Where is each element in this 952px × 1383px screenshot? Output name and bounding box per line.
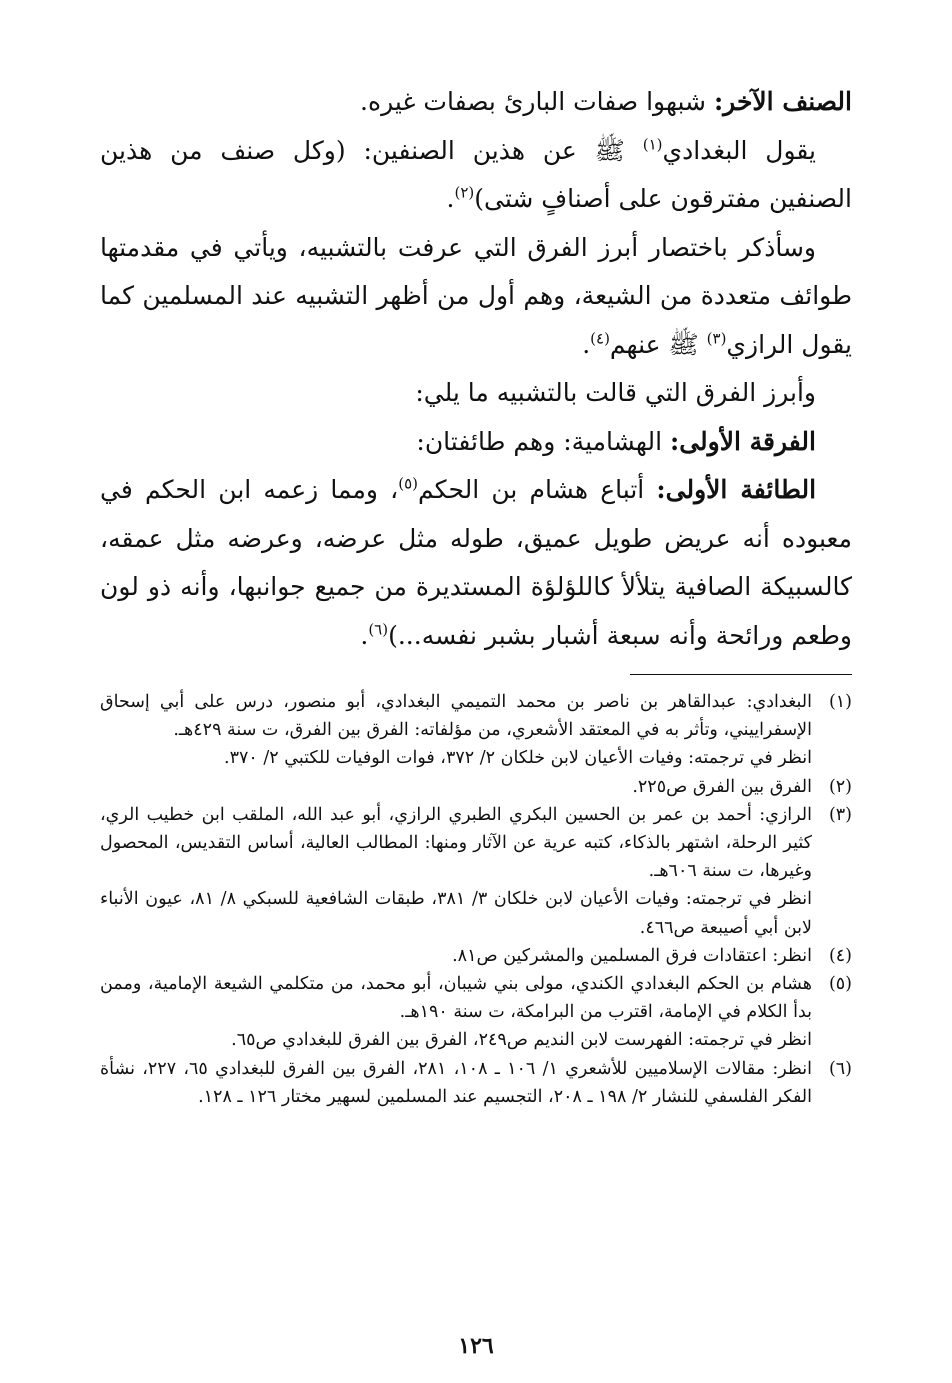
footnote-line: هشام بن الحكم البغدادي الكندي، مولى بني شيبان، أبو محمد، من متكلمي الشيعة الإمامية، وممن بدأ الكلام في الإمامة، اقترب من البرامكة، ت سنة ١٩٠هـ. [100,974,812,1023]
footnote-ref-6[interactable]: (٦) [368,620,389,639]
paragraph-2 [100,127,852,224]
footnote-ref-4[interactable]: (٤) [590,329,610,348]
footnote-number: (١) [828,692,852,712]
footnote-2 [100,773,852,801]
footnote-ref-2[interactable]: (٢) [454,183,475,202]
paragraph-2-text-b: ﷺ عن هذين الصنفين: (وكل صنف من هذين الصنفين مفترقون على أصنافٍ شتى) [100,135,852,213]
footnote-ref-1[interactable]: (١) [642,135,663,154]
paragraph-6-text-c: . [360,620,369,650]
footnote-body [100,773,812,801]
footnote-line: انظر في ترجمته: وفيات الأعيان لابن خلكان ٢/ ٣٧٢، فوات الوفيات للكتبي ٢/ ٣٧٠. [224,748,812,769]
footnote-4 [100,942,852,970]
paragraph-5-label: الفرقة الأولى: [669,426,816,456]
footnote-5 [100,970,852,1055]
footnote-line: الفرق بين الفرق ص٢٢٥. [632,776,812,797]
footnote-6 [100,1055,852,1111]
footnote-body [100,942,812,970]
paragraph-3-text-a: وسأذكر باختصار أبرز الفرق التي عرفت بالتشبيه، ويأتي في مقدمتها طوائف متعددة من الشيعة، وهم أول من أظهر التشبيه عند المسلمين كما يقول الرازي [100,232,852,359]
paragraph-1-text: شبهوا صفات البارئ بصفات غيره. [360,87,714,116]
footnote-line: انظر: مقالات الإسلاميين للأشعري ١/ ١٠٦ ـ ١٠٨، ٢٨١، الفرق بين الفرق للبغدادي ٦٥، ٢٢٧، نشأة الفكر الفلسفي للنشار ٢/ ١٩٨ ـ ٢٠٨، التجسيم عند المسلمين لسهير مختار ١٢٦ ـ ١٢٨. [100,1058,812,1107]
page-number: ١٢٦ [458,1333,494,1359]
footnote-number: (٥) [828,974,852,995]
footnote-separator [630,674,852,675]
footnote-line: انظر في ترجمته: وفيات الأعيان لابن خلكان ٣/ ٣٨١، طبقات الشافعية للسبكي ٨/ ٨١، عيون الأنباء لابن أبي أصيبعة ص٤٦٦. [100,889,812,938]
paragraph-3-text-b: ﷺ عنهم [609,329,707,359]
footnotes [100,688,852,1111]
footnote-ref-5[interactable]: (٥) [398,474,418,493]
footnote-line: الرازي: أحمد بن عمر بن الحسين البكري الطبري الرازي، أبو عبد الله، الملقب ابن خطيب الري، كثير الرحلة، اشتهر بالذكاء، كتبه عرية عن الآثار ومنها: المطالب العالية، أساس التقديس، المحصول وغيرها، ت سنة ٦٠٦هـ. [100,804,812,882]
footnote-number: (٢) [828,776,852,797]
paragraph-1 [100,78,852,127]
footnote-line: البغدادي: عبدالقاهر بن ناصر بن محمد التميمي البغدادي، أبو منصور، درس على أبي إسحاق الإسفراييني، وتأثر به في المعتقد الأشعري، من مؤلفاته: الفرق بين الفرق، ت سنة ٤٢٩هـ. [100,692,812,741]
paragraph-4 [100,369,852,418]
footnote-3 [100,801,852,942]
paragraph-5 [100,418,852,467]
footnote-number: (٤) [828,945,852,966]
footnote-body [100,1055,812,1111]
paragraph-6-label: الطائفة الأولى: [656,475,817,504]
paragraph-6-text-a: أتباع هشام بن الحكم [418,475,657,504]
footnote-body [100,688,812,773]
paragraph-2-text-a: يقول البغدادي [662,135,816,165]
paragraph-6 [100,466,852,660]
paragraph-5-text: الهشامية: وهم طائفتان: [416,426,670,456]
footnote-body [100,970,812,1055]
paragraph-3-text-c: . [582,329,591,359]
footnote-ref-3[interactable]: (٣) [706,329,727,348]
footnote-line: انظر: اعتقادات فرق المسلمين والمشركين ص٨١. [452,945,812,966]
footnote-body [100,801,812,942]
paragraph-2-text-c: . [446,184,455,213]
footnote-1 [100,688,852,773]
paragraph-1-label: الصنف الآخر: [713,87,852,116]
footnote-number: (٦) [828,1058,852,1079]
book-page [100,78,852,1368]
footnote-line: انظر في ترجمته: الفهرست لابن النديم ص٢٤٩، الفرق بين الفرق للبغدادي ص٦٥. [231,1030,812,1051]
paragraph-4-text: وأبرز الفرق التي قالت بالتشبيه ما يلي: [415,378,816,407]
paragraph-6-text-b: ، ومما زعمه ابن الحكم في معبوده أنه عريض طويل عميق، طوله مثل عرضه، وعرضه مثل عمقه، كالسبيكة الصافية يتلألأ كاللؤلؤة المستديرة من جميع جوانبها، وأنه ذو لون وطعم ورائحة وأنه سبعة أشبار بشبر نفسه...) [100,475,852,650]
paragraph-3 [100,224,852,370]
footnote-number: (٣) [828,804,852,825]
main-text [100,78,852,660]
